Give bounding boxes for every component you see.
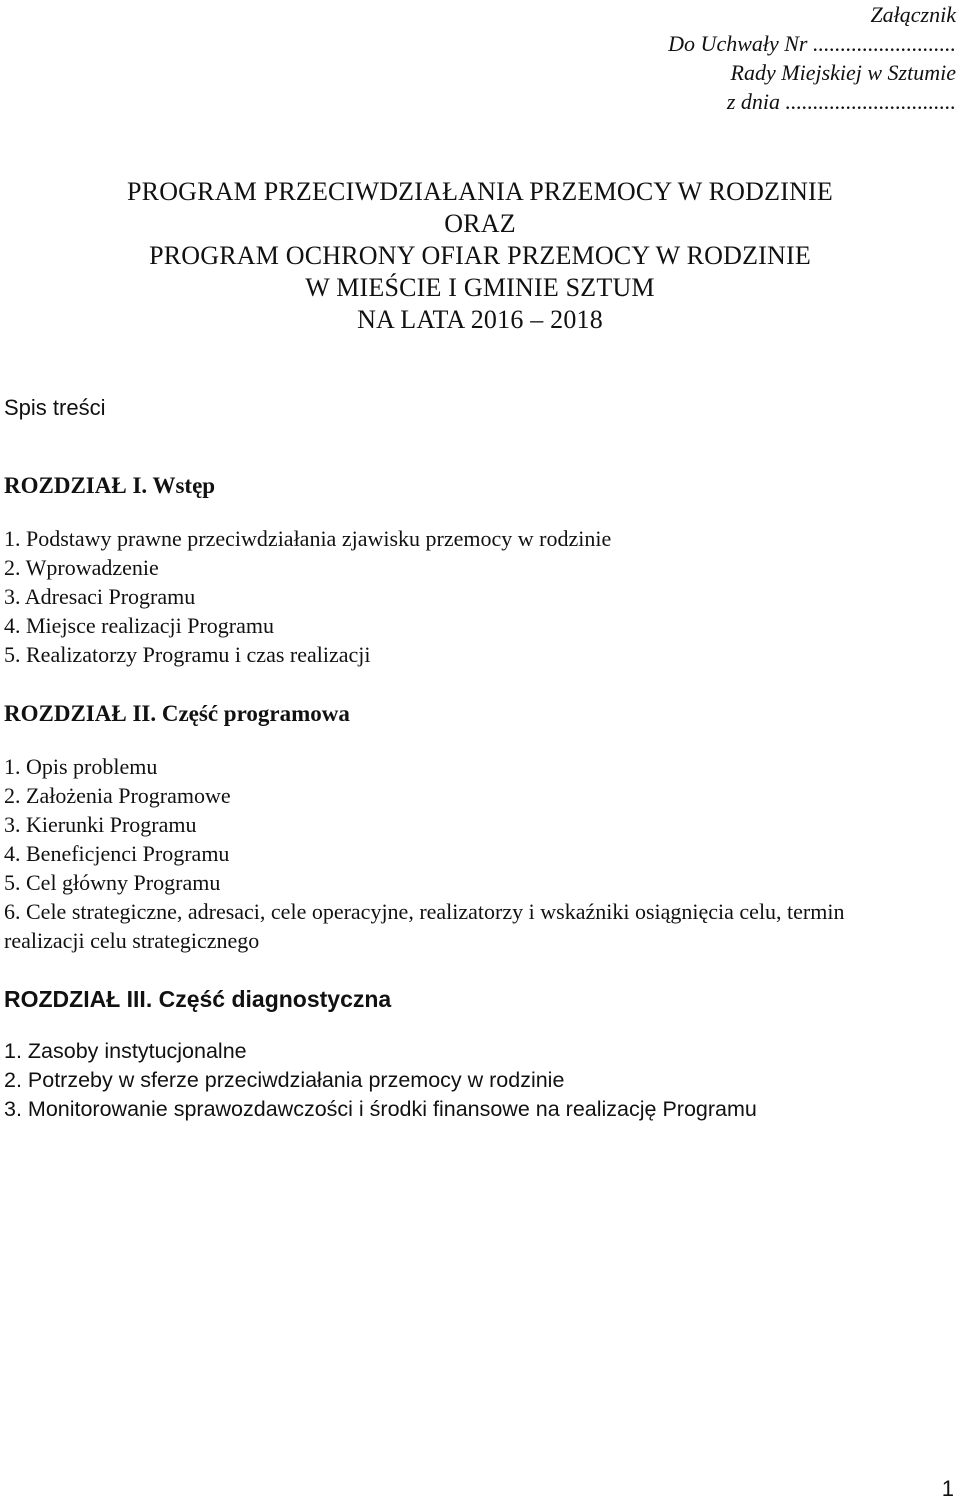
chapter-2-title: ROZDZIAŁ II. Część programowa bbox=[4, 701, 350, 726]
list-item: 2. Wprowadzenie bbox=[4, 555, 159, 580]
list-item: 3. Kierunki Programu bbox=[4, 812, 197, 837]
list-item: 4. Beneficjenci Programu bbox=[4, 841, 230, 866]
title-line-1: PROGRAM PRZECIWDZIAŁANIA PRZEMOCY W RODZINIE bbox=[127, 177, 833, 206]
toc-heading: Spis treści bbox=[4, 395, 106, 420]
annex-label: Załącznik bbox=[870, 2, 956, 27]
page-number: 1 bbox=[941, 1476, 954, 1501]
list-item: 1. Zasoby instytucjonalne bbox=[4, 1039, 247, 1063]
list-item: 1. Opis problemu bbox=[4, 754, 158, 779]
resolution-number: Do Uchwały Nr .......................... bbox=[668, 31, 956, 56]
document-title bbox=[0, 176, 960, 336]
title-line-5: NA LATA 2016 – 2018 bbox=[357, 305, 603, 334]
list-item: 5. Cel główny Programu bbox=[4, 870, 221, 895]
list-item: 2. Potrzeby w sferze przeciwdziałania przemocy w rodzinie bbox=[4, 1068, 565, 1092]
list-item: 4. Miejsce realizacji Programu bbox=[4, 613, 275, 638]
list-item: 2. Założenia Programowe bbox=[4, 783, 231, 808]
council-name: Rady Miejskiej w Sztumie bbox=[730, 60, 956, 85]
resolution-date: z dnia ............................... bbox=[726, 89, 956, 114]
list-item: 5. Realizatorzy Programu i czas realizacji bbox=[4, 642, 371, 667]
chapter-1-list bbox=[4, 524, 611, 669]
chapter-3-list bbox=[4, 1037, 757, 1124]
list-item: 1. Podstawy prawne przeciwdziałania zjawisku przemocy w rodzinie bbox=[4, 526, 612, 551]
title-line-2: ORAZ bbox=[444, 209, 516, 238]
annex-header bbox=[668, 0, 956, 116]
chapter-1-title: ROZDZIAŁ I. Wstęp bbox=[4, 473, 216, 498]
chapter-2-list bbox=[4, 752, 924, 955]
list-item: 3. Monitorowanie sprawozdawczości i środki finansowe na realizację Programu bbox=[4, 1097, 757, 1121]
list-item: 6. Cele strategiczne, adresaci, cele operacyjne, realizatorzy i wskaźniki osiągnięcia celu, termin realizacji celu strategicznego bbox=[4, 899, 845, 953]
title-line-4: W MIEŚCIE I GMINIE SZTUM bbox=[305, 273, 655, 302]
title-line-3: PROGRAM OCHRONY OFIAR PRZEMOCY W RODZINIE bbox=[149, 241, 811, 270]
list-item: 3. Adresaci Programu bbox=[4, 584, 196, 609]
chapter-3-title: ROZDZIAŁ III. Część diagnostyczna bbox=[4, 986, 392, 1012]
